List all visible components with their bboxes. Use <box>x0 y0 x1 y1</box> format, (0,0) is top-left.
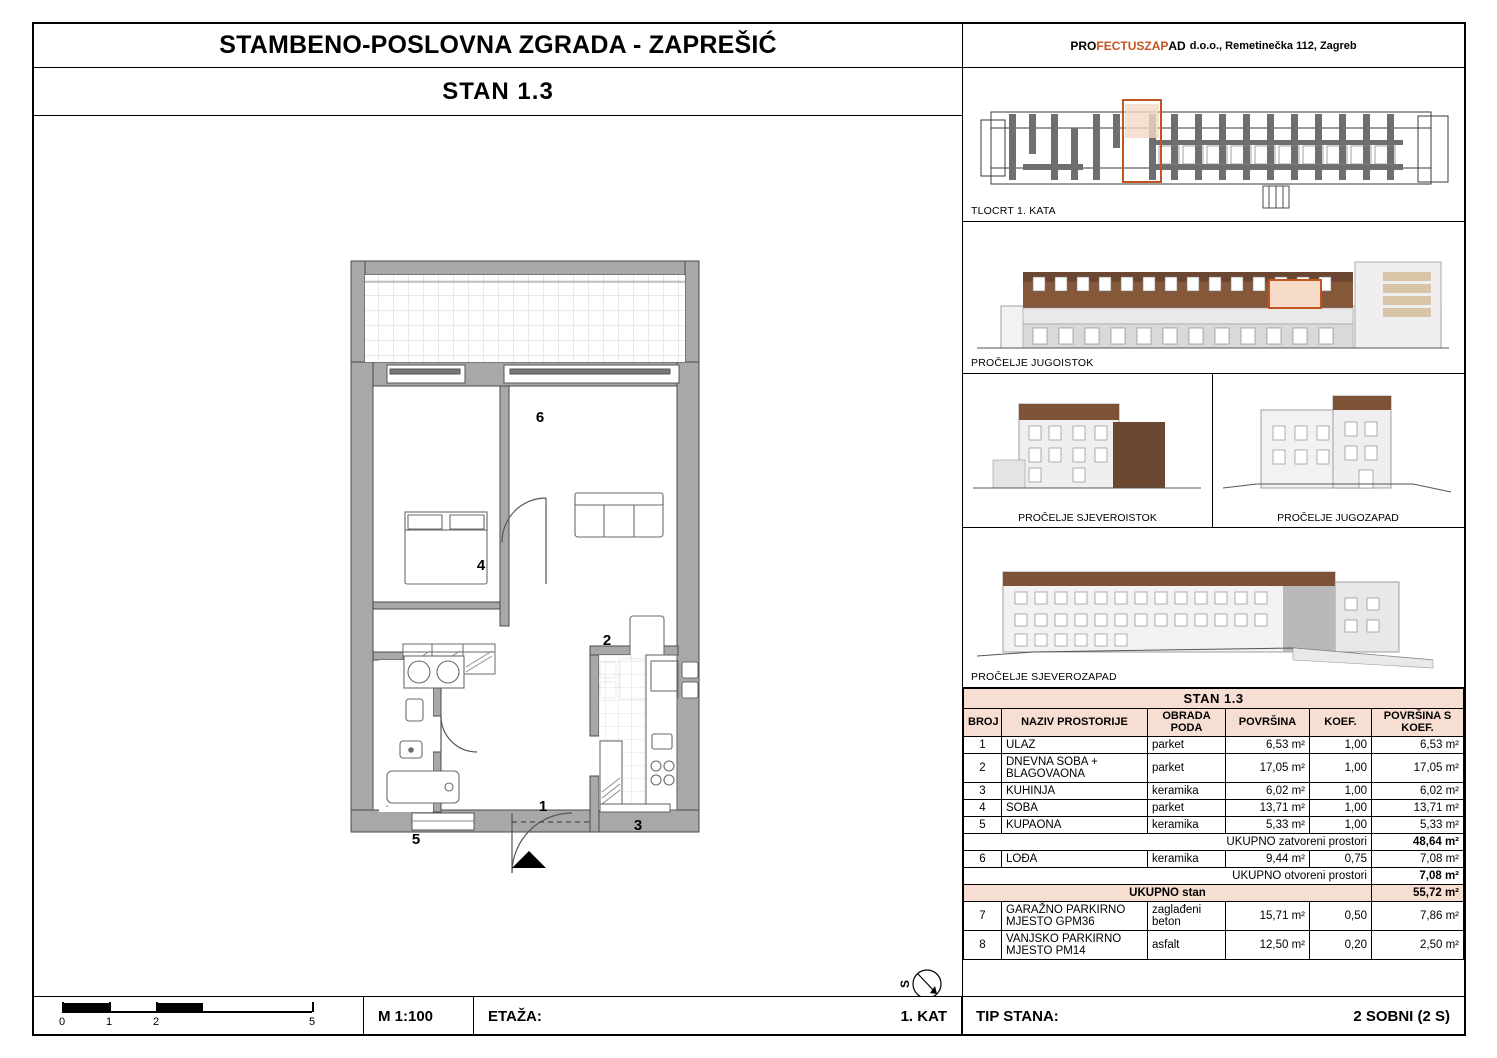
room-label-5: 5 <box>411 831 421 848</box>
th-obrada: OBRADA PODA <box>1148 709 1226 737</box>
total-label: UKUPNO stan <box>964 885 1372 902</box>
firm-name-pro: PRO <box>1070 38 1097 53</box>
cell-povrsina-koef: 13,71 m² <box>1372 800 1464 817</box>
cell-povrsina-koef: 6,53 m² <box>1372 737 1464 754</box>
footer-strip <box>34 996 1464 1036</box>
sheet-frame <box>32 22 1466 1036</box>
cell-broj: 7 <box>964 902 1002 931</box>
floor-cell <box>474 997 962 1036</box>
cell-broj: 2 <box>964 754 1002 783</box>
table-row <box>964 817 1464 834</box>
table-row <box>964 754 1464 783</box>
unit-title-cell <box>34 68 962 116</box>
room-label-4: 4 <box>476 557 486 574</box>
scale-num-0: 0 <box>59 1016 66 1028</box>
scale-num-2: 2 <box>153 1016 160 1028</box>
cell-naziv: DNEVNA SOBA + BLAGOVAONA <box>1002 754 1148 783</box>
table-row <box>964 800 1464 817</box>
scale-label: M 1:100 <box>378 1008 434 1025</box>
scale-num-5: 5 <box>309 1016 316 1028</box>
cell-naziv: LOĐA <box>1002 851 1148 868</box>
cell-koef: 1,00 <box>1310 737 1372 754</box>
cell-povrsina: 6,02 m² <box>1226 783 1310 800</box>
cell-koef: 1,00 <box>1310 783 1372 800</box>
unit-title: STAN 1.3 <box>442 77 554 105</box>
elevation-se-panel <box>963 222 1464 374</box>
firm-name-zap: ZAP <box>1144 38 1169 53</box>
type-value: 2 SOBNI (2 S) <box>1353 1008 1450 1025</box>
room-label-2: 2 <box>602 632 612 649</box>
scale-label-cell <box>364 997 474 1036</box>
firm-banner <box>963 24 1464 68</box>
entrance-arrow <box>512 851 546 868</box>
elevation-nw-caption: PROČELJE SJEVEROZAPAD <box>971 671 1117 683</box>
table-row <box>964 902 1464 931</box>
total-row <box>964 885 1464 902</box>
area-table <box>963 688 1464 960</box>
scale-bar <box>34 997 363 1036</box>
cell-povrsina: 12,50 m² <box>1226 931 1310 960</box>
firm-name-ad: AD <box>1168 38 1186 53</box>
cell-obrada: keramika <box>1148 851 1226 868</box>
type-label: TIP STANA: <box>976 1008 1059 1025</box>
firm-name-fectus: FECTUS <box>1096 38 1145 53</box>
cell-koef: 0,75 <box>1310 851 1372 868</box>
cell-koef: 0,50 <box>1310 902 1372 931</box>
cell-povrsina: 9,44 m² <box>1226 851 1310 868</box>
room-label-3: 3 <box>633 817 643 834</box>
cell-broj: 5 <box>964 817 1002 834</box>
cell-obrada: parket <box>1148 737 1226 754</box>
table-row <box>964 737 1464 754</box>
cell-obrada: keramika <box>1148 783 1226 800</box>
total-closed-label: UKUPNO zatvoreni prostori <box>964 834 1372 851</box>
floor-plan-area <box>34 116 962 996</box>
room-label-1: 1 <box>538 798 548 815</box>
cell-broj: 8 <box>964 931 1002 960</box>
elevation-sw-caption: PROČELJE JUGOZAPAD <box>1277 512 1399 524</box>
firm-address: d.o.o., Remetinečka 112, Zagreb <box>1189 39 1357 52</box>
th-povrsina: POVRŠINA <box>1226 709 1310 737</box>
elevation-ne-caption: PROČELJE SJEVEROISTOK <box>1018 512 1157 524</box>
floor-label: ETAŽA: <box>488 1008 542 1025</box>
cell-povrsina: 15,71 m² <box>1226 902 1310 931</box>
total-closed-value: 48,64 m² <box>1372 834 1464 851</box>
type-cell <box>962 997 1464 1036</box>
cell-broj: 4 <box>964 800 1002 817</box>
cell-naziv: VANJSKO PARKIRNO MJESTO PM14 <box>1002 931 1148 960</box>
table-row <box>964 783 1464 800</box>
elevation-nw-panel <box>963 528 1464 688</box>
total-open-label: UKUPNO otvoreni prostori <box>964 868 1372 885</box>
cell-povrsina-koef: 6,02 m² <box>1372 783 1464 800</box>
floor-plan-drawing <box>34 116 962 996</box>
cell-koef: 1,00 <box>1310 754 1372 783</box>
svg-text:S: S <box>898 979 912 988</box>
cell-koef: 0,20 <box>1310 931 1372 960</box>
key-plan-caption: TLOCRT 1. KATA <box>971 205 1056 217</box>
cell-obrada: zaglađeni beton <box>1148 902 1226 931</box>
table-row <box>964 931 1464 960</box>
cell-naziv: KUHINJA <box>1002 783 1148 800</box>
cell-povrsina-koef: 7,86 m² <box>1372 902 1464 931</box>
cell-koef: 1,00 <box>1310 800 1372 817</box>
room-label-6: 6 <box>535 409 545 426</box>
area-table-wrap <box>963 688 1464 960</box>
key-plan-panel <box>963 68 1464 222</box>
scale-num-1: 1 <box>106 1016 113 1028</box>
cell-povrsina-koef: 5,33 m² <box>1372 817 1464 834</box>
cell-naziv: ULAZ <box>1002 737 1148 754</box>
cell-koef: 1,00 <box>1310 817 1372 834</box>
total-closed-row <box>964 834 1464 851</box>
cell-obrada: asfalt <box>1148 931 1226 960</box>
th-broj: BROJ <box>964 709 1002 737</box>
th-naziv: NAZIV PROSTORIJE <box>1002 709 1148 737</box>
right-column <box>962 24 1464 1034</box>
project-title: STAMBENO-POSLOVNA ZGRADA - ZAPREŠIĆ <box>219 31 777 59</box>
cell-povrsina: 5,33 m² <box>1226 817 1310 834</box>
north-arrow <box>898 970 941 996</box>
total-open-value: 7,08 m² <box>1372 868 1464 885</box>
cell-povrsina: 13,71 m² <box>1226 800 1310 817</box>
cell-povrsina-koef: 17,05 m² <box>1372 754 1464 783</box>
cell-povrsina-koef: 7,08 m² <box>1372 851 1464 868</box>
elevation-sw-cell <box>1213 374 1463 528</box>
th-koef: KOEF. <box>1310 709 1372 737</box>
cell-povrsina-koef: 2,50 m² <box>1372 931 1464 960</box>
elevation-highlight <box>1269 280 1321 308</box>
cell-broj: 3 <box>964 783 1002 800</box>
cell-broj: 1 <box>964 737 1002 754</box>
elevation-ne-cell <box>963 374 1213 528</box>
total-open-row <box>964 868 1464 885</box>
scale-bar-cell <box>34 997 364 1036</box>
project-title-cell <box>34 24 962 68</box>
cell-naziv: SOBA <box>1002 800 1148 817</box>
cell-povrsina: 6,53 m² <box>1226 737 1310 754</box>
cell-naziv: GARAŽNO PARKIRNO MJESTO GPM36 <box>1002 902 1148 931</box>
cell-obrada: parket <box>1148 754 1226 783</box>
table-row <box>964 851 1464 868</box>
total-value: 55,72 m² <box>1372 885 1464 902</box>
cell-broj: 6 <box>964 851 1002 868</box>
elevation-se-caption: PROČELJE JUGOISTOK <box>971 357 1094 369</box>
table-title: STAN 1.3 <box>964 689 1464 709</box>
cell-obrada: keramika <box>1148 817 1226 834</box>
cell-povrsina: 17,05 m² <box>1226 754 1310 783</box>
cell-obrada: parket <box>1148 800 1226 817</box>
elevation-pair-panel <box>963 374 1464 528</box>
floor-value: 1. KAT <box>900 1008 947 1025</box>
cell-naziv: KUPAONA <box>1002 817 1148 834</box>
th-povrsina-koef: POVRŠINA S KOEF. <box>1372 709 1464 737</box>
